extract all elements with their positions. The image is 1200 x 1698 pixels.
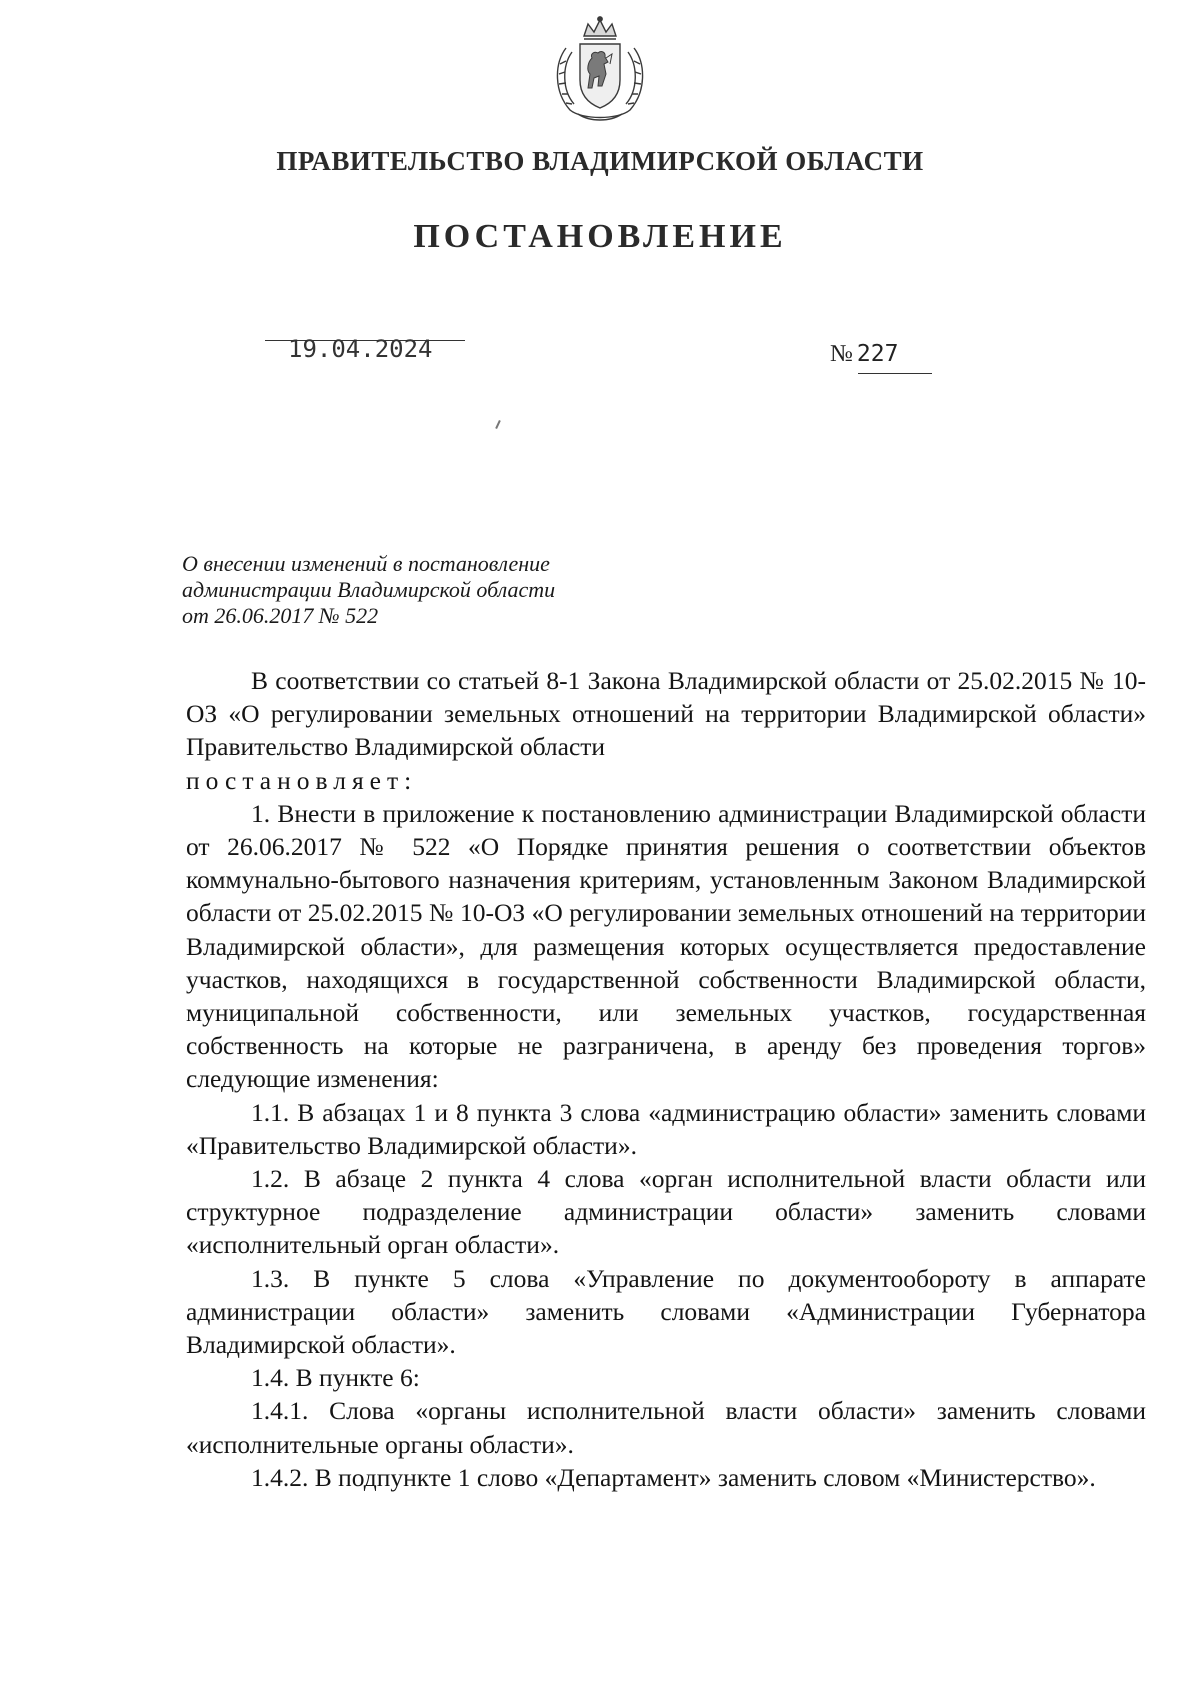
document-subject [182,551,662,629]
vladimir-region-coat-of-arms-icon [546,14,654,124]
resolves-word: постановляет: [186,765,418,795]
number-value: 227 [856,341,899,367]
document-date: 19.04.2024 [288,335,433,363]
subject-line: администрации Владимирской области [182,577,556,602]
document-number [830,342,898,366]
document-type-title: ПОСТАНОВЛЕНИЕ [413,218,787,255]
number-sign: № [830,341,853,367]
number-underline [858,373,932,374]
item-1-1: 1.1. В абзацах 1 и 8 пункта 3 слова «администрацию области» заменить словами «Правительство Владимирской области». [186,1097,1146,1160]
subject-line: от 26.06.2017 № 522 [182,603,379,628]
document-body [186,664,1146,1494]
item-1-4-2: 1.4.2. В подпункте 1 слово «Департамент» заменить словом «Министерство». [251,1462,1096,1492]
date-underline [265,340,465,341]
scan-speck [495,420,501,429]
item-1: 1. Внести в приложение к постановлению администрации Владимирской области от 26.06.2017 № 522 «О Порядке принятия решения о соответствии объектов коммунально-бытового назначения критериям, установленным Законом Владимирской области от 25.02.2015 № 10-ОЗ «О регулировании земельных отношений на территории Владимирской области», для размещения которых осуществляется предоставление участков, находящихся в государственной собственности Владимирской области, муниципальной собственности, или земельных участков, государственная собственность на которые не разграничена, в аренду без проведения торгов» следующие изменения: [186,798,1146,1094]
organization-title: ПРАВИТЕЛЬСТВО ВЛАДИМИРСКОЙ ОБЛАСТИ [276,146,924,176]
item-1-4: 1.4. В пункте 6: [251,1363,420,1393]
item-1-3: 1.3. В пункте 5 слова «Управление по документообороту в аппарате администрации области» заменить словами «Администрации Губернатора Владимирской области». [186,1263,1146,1360]
intro-paragraph: В соответствии со статьей 8-1 Закона Владимирской области от 25.02.2015 № 10-ОЗ «О регулировании земельных отношений на территории Владимирской области» Правительство Владимирской области [186,666,1146,762]
item-1-2: 1.2. В абзаце 2 пункта 4 слова «орган исполнительной власти области или структурное подразделение администрации области» заменить словами «исполнительный орган области». [186,1164,1146,1260]
item-1-4-1: 1.4.1. Слова «органы исполнительной власти области» заменить словами «исполнительные органы области». [186,1396,1146,1459]
subject-line: О внесении изменений в постановление [182,551,550,576]
